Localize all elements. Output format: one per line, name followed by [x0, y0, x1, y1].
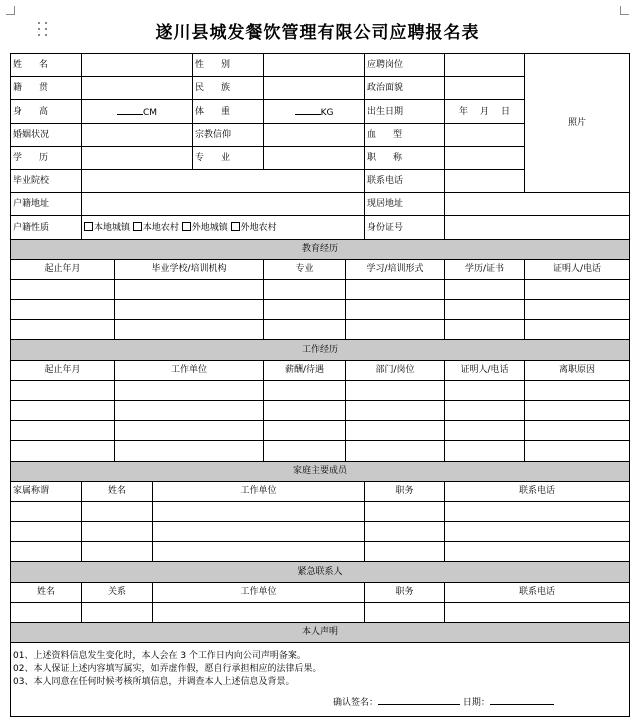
weight-field[interactable] [264, 100, 365, 123]
column-header: 姓名 [11, 582, 82, 602]
signature-field[interactable] [378, 695, 460, 705]
major-field[interactable] [264, 146, 365, 169]
statement-line: 01、上述资料信息发生变化时，本人会在 3 个工作日内向公司声明备案。 [13, 651, 306, 662]
height-unit: CM [142, 107, 158, 118]
statement-body [11, 643, 630, 717]
application-form-table [10, 53, 630, 717]
religion-field[interactable] [264, 123, 365, 146]
major-label: 专 业 [193, 146, 264, 169]
column-header: 起止年月 [11, 259, 115, 279]
statement-section-heading: 本人声明 [11, 622, 630, 642]
birth-date-field[interactable] [445, 100, 525, 123]
emergency-section-heading: 紧急联系人 [11, 562, 630, 582]
ethnicity-label: 民 族 [193, 77, 264, 100]
column-header: 专业 [264, 259, 346, 279]
column-header: 工作单位 [115, 360, 264, 380]
table-row [11, 279, 630, 299]
marital-status-label: 婚姻状况 [11, 123, 82, 146]
id-number-label: 身份证号 [365, 216, 445, 239]
checkbox-icon[interactable] [231, 222, 240, 231]
gender-label: 性 别 [193, 54, 264, 77]
native-place-label: 籍 贯 [11, 77, 82, 100]
weight-label: 体 重 [193, 100, 264, 123]
phone-field[interactable] [445, 170, 525, 193]
checkbox-icon[interactable] [133, 222, 142, 231]
photo-label: 照片 [568, 118, 587, 129]
column-header: 学历/证书 [445, 259, 525, 279]
position-label: 应聘岗位 [365, 54, 445, 77]
column-header: 家属称谓 [11, 481, 82, 501]
form-title: 遂川县城发餐饮管理有限公司应聘报名表 [155, 23, 480, 43]
column-header: 职务 [365, 582, 445, 602]
column-header: 联系电话 [445, 481, 630, 501]
table-row [11, 380, 630, 400]
checkbox-icon[interactable] [182, 222, 191, 231]
column-header: 工作单位 [153, 481, 365, 501]
political-status-label: 政治面貌 [365, 77, 445, 100]
column-header: 部门/岗位 [346, 360, 445, 380]
blood-type-label: 血 型 [365, 123, 445, 146]
month-label: 月 [480, 106, 490, 117]
column-header: 学习/培训形式 [346, 259, 445, 279]
signature-label: 确认签名： [333, 698, 379, 709]
blood-type-field[interactable] [445, 123, 525, 146]
hukou-address-field[interactable] [82, 193, 365, 216]
table-row [11, 441, 630, 461]
political-status-field[interactable] [445, 77, 525, 100]
hukou-option[interactable]: 本地农村 [133, 223, 179, 233]
statement-line: 03、本人同意在任何时候考核所填信息，并调查本人上述信息及背景。 [13, 677, 295, 688]
table-row [11, 542, 630, 562]
birth-date-label: 出生日期 [365, 100, 445, 123]
hukou-type-options [82, 216, 365, 239]
height-field[interactable] [82, 100, 193, 123]
statement-line: 02、本人保证上述内容填写属实，如弄虚作假，愿自行承担相应的法律后果。 [13, 664, 322, 675]
school-label: 毕业院校 [11, 170, 82, 193]
table-row [11, 401, 630, 421]
page-corner-mark [6, 6, 15, 15]
column-header: 薪酬/待遇 [264, 360, 346, 380]
signature-row [13, 695, 627, 709]
current-address-field[interactable] [445, 193, 630, 216]
column-header: 离职原因 [525, 360, 630, 380]
id-number-field[interactable] [445, 216, 630, 239]
professional-title-label: 职 称 [365, 146, 445, 169]
table-row [11, 602, 630, 622]
hukou-address-label: 户籍地址 [11, 193, 82, 216]
column-header: 姓名 [82, 481, 153, 501]
hukou-option[interactable]: 外地城镇 [182, 223, 228, 233]
column-header: 关系 [82, 582, 153, 602]
hukou-type-label: 户籍性质 [11, 216, 82, 239]
table-row [11, 501, 630, 521]
table-row [11, 320, 630, 340]
date-label: 日期： [462, 698, 490, 709]
column-header: 证明人/电话 [525, 259, 630, 279]
checkbox-icon[interactable] [84, 222, 93, 231]
education-section-heading: 教育经历 [11, 239, 630, 259]
column-header: 工作单位 [153, 582, 365, 602]
family-section-heading: 家庭主要成员 [11, 461, 630, 481]
education-field[interactable] [82, 146, 193, 169]
hukou-option[interactable]: 外地农村 [231, 223, 277, 233]
column-header: 职务 [365, 481, 445, 501]
table-row [11, 300, 630, 320]
ethnicity-field[interactable] [264, 77, 365, 100]
phone-label: 联系电话 [365, 170, 445, 193]
column-header: 联系电话 [445, 582, 630, 602]
current-address-label: 现居地址 [365, 193, 445, 216]
day-label: 日 [501, 106, 511, 117]
column-header: 起止年月 [11, 360, 115, 380]
education-label: 学 历 [11, 146, 82, 169]
position-field[interactable] [445, 54, 525, 77]
marital-status-field[interactable] [82, 123, 193, 146]
gender-field[interactable] [264, 54, 365, 77]
column-header: 毕业学校/培训机构 [115, 259, 264, 279]
year-label: 年 [459, 106, 469, 117]
column-header: 证明人/电话 [445, 360, 525, 380]
weight-unit: KG [320, 107, 334, 118]
photo-box[interactable] [525, 54, 630, 193]
professional-title-field[interactable] [445, 146, 525, 169]
religion-label: 宗教信仰 [193, 123, 264, 146]
work-section-heading: 工作经历 [11, 340, 630, 360]
native-place-field[interactable] [82, 77, 193, 100]
name-label: 姓 名 [11, 54, 82, 77]
hukou-option[interactable]: 本地城镇 [84, 223, 130, 233]
height-label: 身 高 [11, 100, 82, 123]
table-row [11, 522, 630, 542]
name-field[interactable] [82, 54, 193, 77]
table-row [11, 421, 630, 441]
date-field[interactable] [490, 695, 554, 705]
page-corner-mark [620, 6, 629, 15]
school-field[interactable] [82, 170, 365, 193]
